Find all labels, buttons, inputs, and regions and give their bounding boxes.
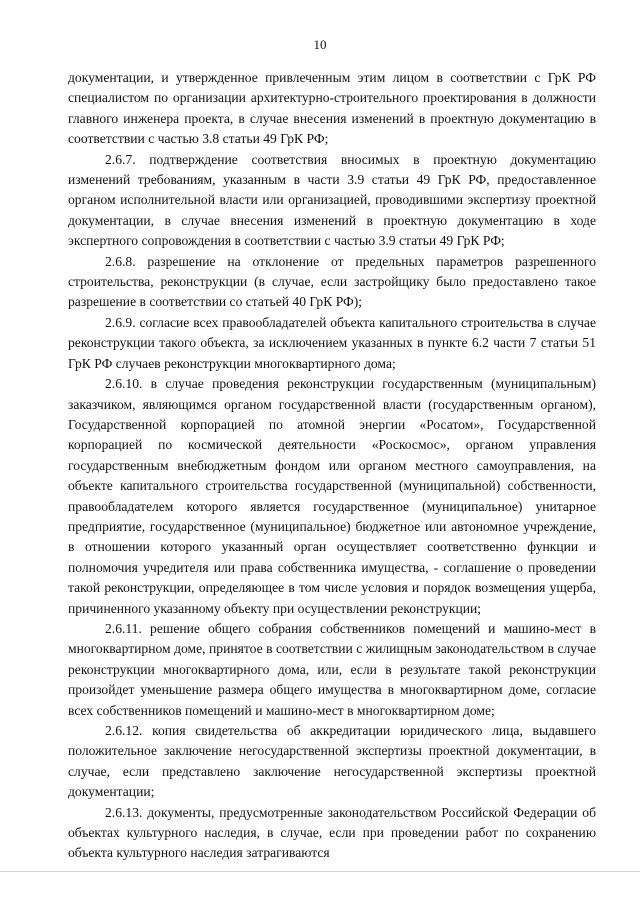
page-number: 10 bbox=[313, 37, 327, 52]
paragraph-2-6-11: 2.6.11. решение общего собрания собственников помещений и машино-мест в многоквартирном доме, принятое в соответствии с жилищным законодательством в случае реконструкции многоквартирного дома, или, если в результате такой реконструкции произойдет уменьшение размера общего имущества в многоквартирном доме, согласие всех собственников помещений и машино-мест в многоквартирном доме; bbox=[68, 620, 596, 718]
document-body bbox=[68, 68, 596, 864]
paragraph-2-6-12: 2.6.12. копия свидетельства об аккредитации юридического лица, выдавшего положительное заключение негосударственной экспертизы проектной документации, в случае, если представлено заключение негосударственной экспертизы проектной документации; bbox=[68, 723, 596, 800]
paragraph-2-6-13: 2.6.13. документы, предусмотренные законодательством Российской Федерации об объектах культурного наследия, в случае, если при проведении работ по сохранению объекта культурного наследия затрагиваются bbox=[68, 804, 596, 861]
paragraph-continuation: документации, и утвержденное привлеченным этим лицом в соответствии с ГрК РФ специалистом по организации архитектурно-строительного проектирования в должности главного инженера проекта, в случае внесения изменений в проектную документацию в соответствии с частью 3.8 статьи 49 ГрК РФ; bbox=[68, 70, 596, 147]
paragraph-2-6-9: 2.6.9. согласие всех правообладателей объекта капитального строительства в случае реконструкции такого объекта, за исключением указанных в пункте 6.2 части 7 статьи 51 ГрК РФ случаев реконструкции многоквартирного дома; bbox=[68, 314, 596, 371]
scan-edge-line bbox=[0, 871, 640, 872]
paragraph-2-6-10: 2.6.10. в случае проведения реконструкции государственным (муниципальным) заказчиком, являющимся органом государственной власти (государственным органом), Государственной корпорацией по атомной энергии «Росатом», Государственной корпорацией по космической деятельности «Роскосмос», органом управления государственным внебюджетным фондом или органом местного самоуправления, на объекте капитального строительства государственной (муниципальной) собственности, правообладателем которого является государственное (муниципальное) унитарное предприятие, государственное (муниципальное) бюджетное или автономное учреждение, в отношении которого указанный орган осуществляет соответственно функции и полномочия учредителя или права собственника имущества, - соглашение о проведении такой реконструкции, определяющее в том числе условия и порядок возмещения ущерба, причиненного указанному объекту при осуществлении реконструкции; bbox=[68, 376, 596, 616]
paragraph-2-6-8: 2.6.8. разрешение на отклонение от предельных параметров разрешенного строительства, реконструкции (в случае, если застройщику было предоставлено такое разрешение в соответствии со статьей 40 ГрК РФ); bbox=[68, 253, 596, 310]
paragraph-2-6-7: 2.6.7. подтверждение соответствия вносимых в проектную документацию изменений требованиям, указанным в части 3.9 статьи 49 ГрК РФ, предоставленное органом исполнительной власти или организацией, проводившими экспертизу проектной документации, в случае внесения изменений в проектную документацию в ходе экспертного сопровождения в соответствии с частью 3.9 статьи 49 ГрК РФ; bbox=[68, 151, 596, 249]
